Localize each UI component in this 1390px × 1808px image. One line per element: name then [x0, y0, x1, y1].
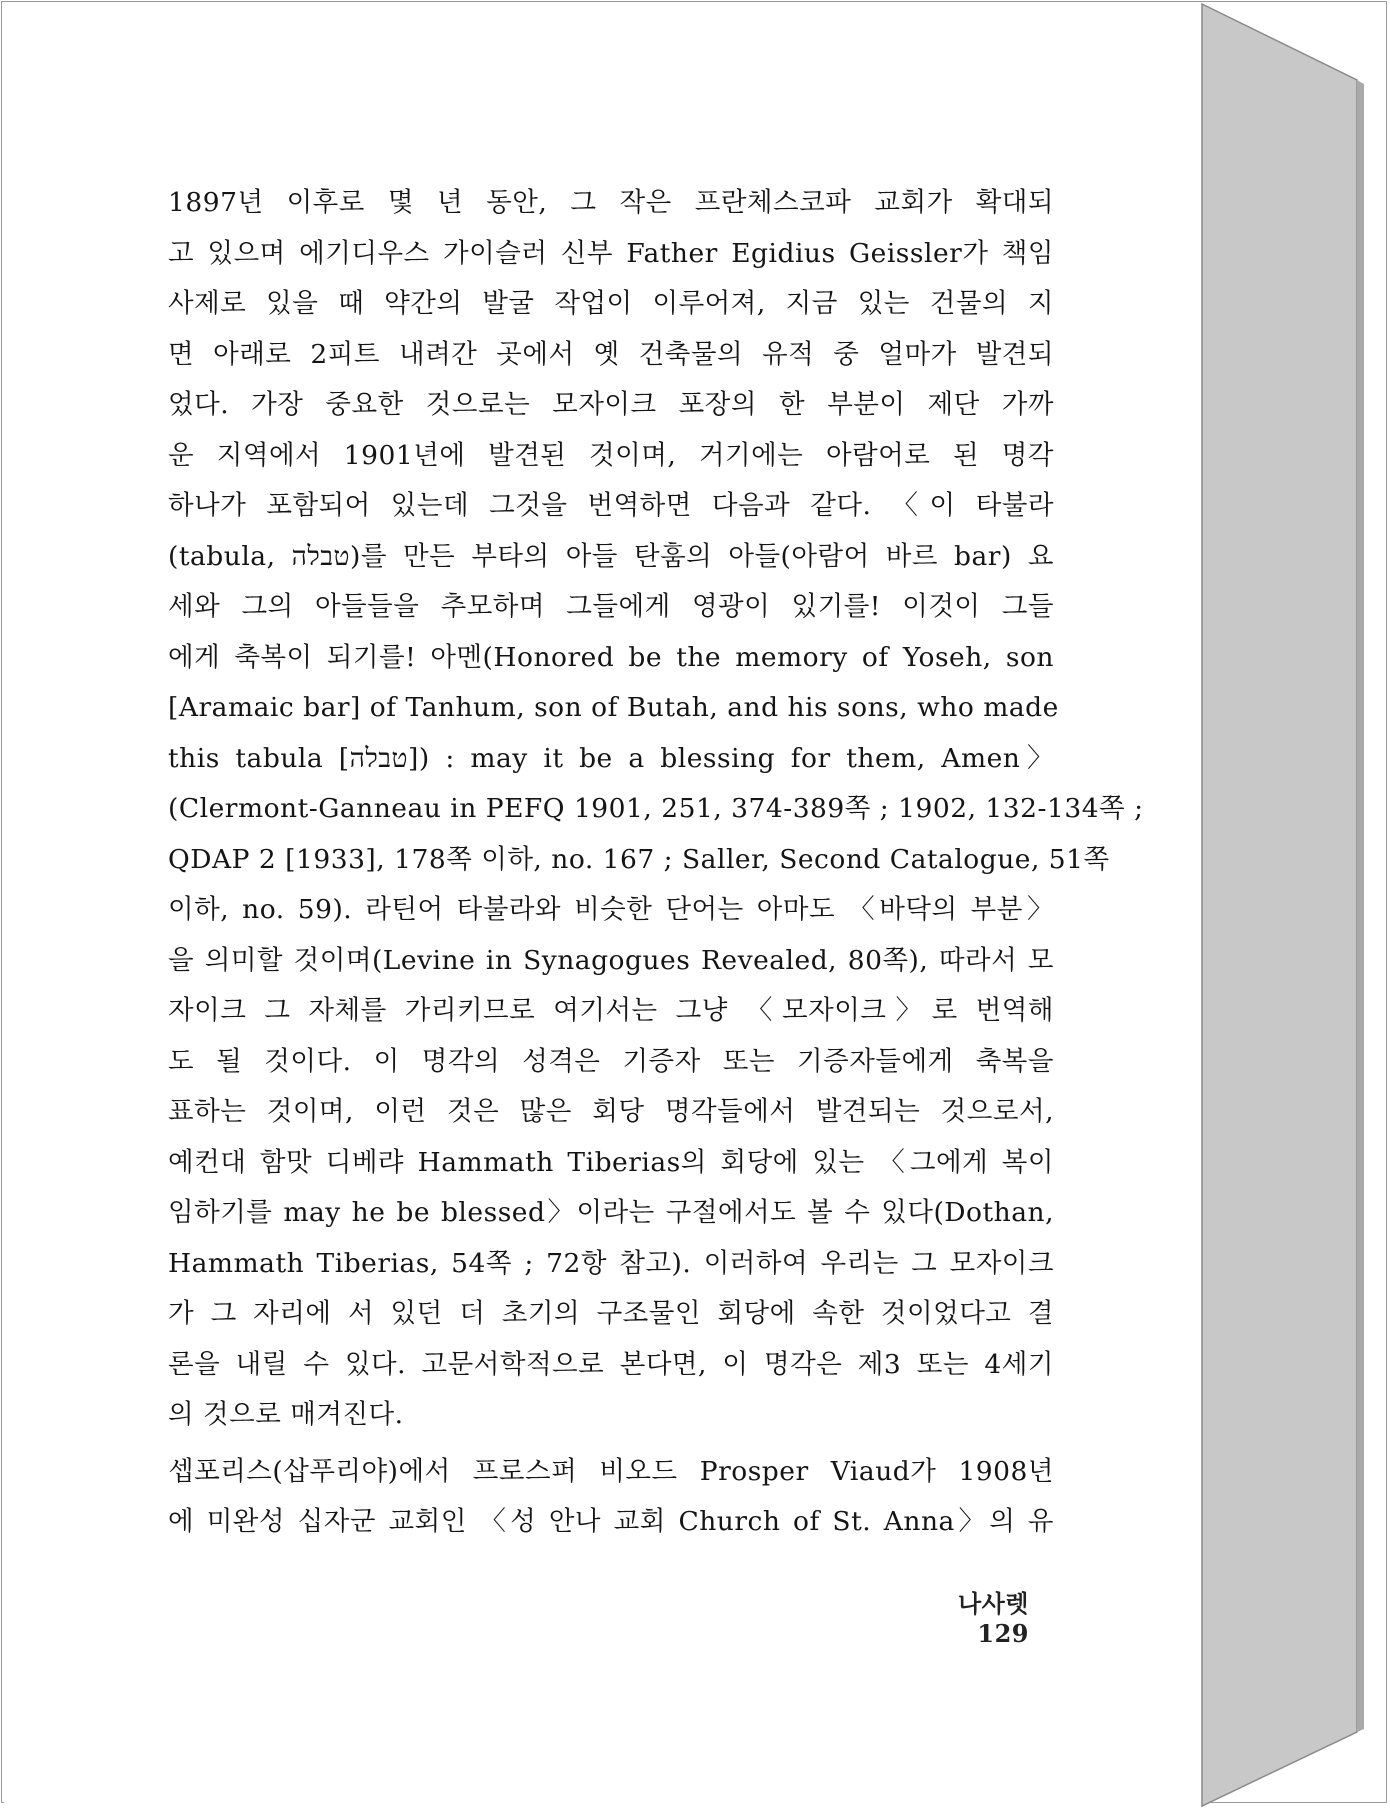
text-line: 자이크 그 자체를 가리키므로 여기서는 그냥 〈모자이크〉로 번역해	[168, 995, 1054, 1026]
text-line: 임하기를 may he be blessed〉이라는 구절에서도 볼 수 있다(Dothan,	[168, 1197, 1054, 1228]
text-line: 세와 그의 아들들을 추모하며 그들에게 영광이 있기를! 이것이 그들	[168, 591, 1054, 622]
text-line: 에 미완성 십자군 교회인 〈성 안나 교회 Church of St. Anna〉의 유	[168, 1506, 1054, 1537]
text-line: 면 아래로 2피트 내려간 곳에서 옛 건축물의 유적 중 얼마가 발견되	[168, 338, 1054, 370]
text-line: 에게 축복이 되기를! 아멘(Honored be the memory of Yoseh, son	[168, 641, 1054, 673]
page-footer	[909, 1584, 1029, 1648]
text-line: 이하, no. 59). 라틴어 타불라와 비슷한 단어는 아마도 〈바닥의 부분〉	[168, 894, 1054, 925]
page-number: 129	[977, 1619, 1029, 1648]
text-line: 도 될 것이다. 이 명각의 성격은 기증자 또는 기증자들에게 축복을	[168, 1045, 1054, 1077]
text-line: (Clermont-Ganneau in PEFQ 1901, 251, 374-389쪽 ; 1902, 132-134쪽 ;	[168, 793, 1144, 824]
text-line: 하나가 포함되어 있는데 그것을 번역하면 다음과 같다. 〈이 타불라	[168, 490, 1054, 521]
text-line: 었다. 가장 중요한 것으로는 모자이크 포장의 한 부분이 제단 가까	[168, 389, 1054, 420]
text-line: 예컨대 함맛 디베랴 Hammath Tiberias의 회당에 있는 〈그에게 복이	[168, 1146, 1054, 1178]
running-footer: 나사렛	[957, 1589, 1029, 1618]
viewer-frame	[1, 1, 1387, 1803]
book-page	[4, 4, 1203, 1804]
body-text	[168, 178, 1144, 1548]
text-line: 표하는 것이며, 이런 것은 많은 회당 명각들에서 발견되는 것으로서,	[168, 1096, 1054, 1127]
text-line: this tabula [טבלה]) : may it be a blessing for them, Amen〉	[168, 742, 1055, 774]
text-line: (tabula, טבלה)를 만든 부타의 아들 탄훔의 아들(아람어 바르 bar) 요	[168, 540, 1054, 572]
text-line: 사제로 있을 때 약간의 발굴 작업이 이루어져, 지금 있는 건물의 지	[168, 288, 1054, 319]
text-line: 운 지역에서 1901년에 발견된 것이며, 거기에는 아람어로 된 명각	[168, 439, 1054, 471]
text-line: 론을 내릴 수 있다. 고문서학적으로 본다면, 이 명각은 제3 또는 4세기	[168, 1348, 1054, 1380]
text-line: [Aramaic bar] of Tanhum, son of Butah, and his sons, who made	[168, 692, 1059, 723]
text-line: 셉포리스(삽푸리야)에서 프로스퍼 비오드 Prosper Viaud가 1908년	[168, 1455, 1054, 1487]
text-line: Hammath Tiberias, 54쪽 ; 72항 참고). 이러하여 우리는 그 모자이크	[168, 1247, 1054, 1279]
text-line: 을 의미할 것이며(Levine in Synagogues Revealed, 80쪽), 따라서 모	[168, 944, 1054, 976]
text-line: QDAP 2 [1933], 178쪽 이하, no. 167 ; Saller, Second Catalogue, 51쪽	[168, 843, 1110, 875]
text-line: 1897년 이후로 몇 년 동안, 그 작은 프란체스코파 교회가 확대되	[168, 187, 1054, 218]
text-line: 의 것으로 매겨진다.	[168, 1399, 404, 1430]
text-line: 고 있으며 에기디우스 가이슬러 신부 Father Egidius Geissler가 책임	[168, 237, 1054, 269]
text-line: 가 그 자리에 서 있던 더 초기의 구조물인 회당에 속한 것이었다고 결	[168, 1298, 1054, 1329]
